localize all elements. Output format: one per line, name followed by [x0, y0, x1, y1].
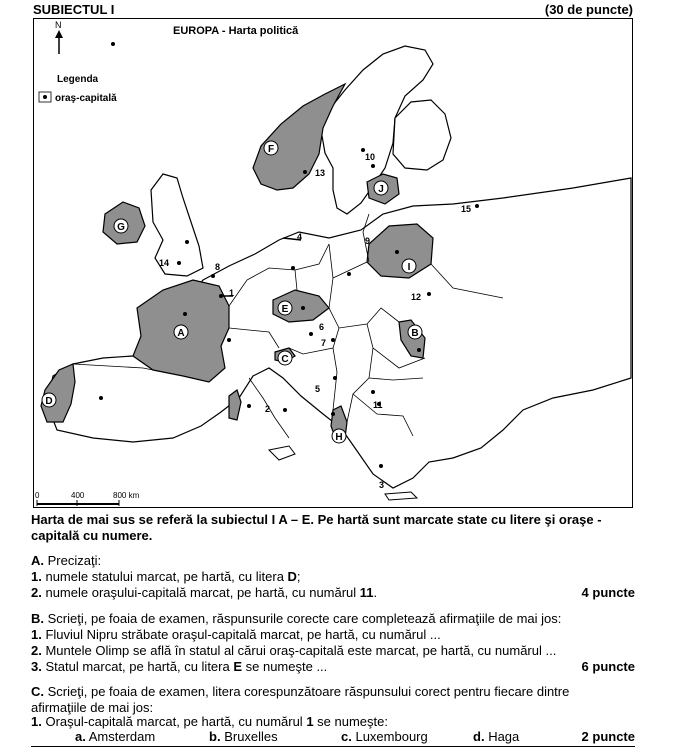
- item-bold: E: [233, 659, 243, 674]
- europe-map: [33, 18, 633, 508]
- label-f: F: [267, 144, 275, 155]
- section-a-instruction: Precizaţi:: [47, 553, 102, 568]
- section-a-item-1: [31, 569, 635, 585]
- item-text: Oraşul-capitală marcat, pe hartă, cu numărul: [45, 714, 307, 729]
- label-a: A: [177, 328, 185, 339]
- label-10: 10: [365, 152, 376, 162]
- label-g: G: [117, 222, 125, 233]
- legend-dot-icon: [43, 95, 47, 99]
- label-12: 12: [411, 292, 422, 302]
- map-svg: [33, 18, 633, 508]
- map-title: EUROPA - Harta politică: [173, 25, 299, 37]
- label-9: 9: [365, 236, 371, 246]
- item-text: Statul marcat, pe hartă, cu litera: [45, 659, 234, 674]
- label-c: C: [281, 354, 289, 365]
- label-2: 2: [265, 404, 271, 414]
- section-b-item-2: [31, 643, 635, 659]
- subject-points: (30 de puncte): [544, 2, 633, 17]
- item-bold: 1: [306, 714, 314, 729]
- option-text: Luxembourg: [355, 729, 428, 744]
- label-15: 15: [461, 204, 472, 214]
- intro-text: Harta de mai sus se referă la subiectul I A – E. Pe hartă sunt marcate state cu litere şi oraşe - capitală cu numere.: [31, 512, 602, 543]
- option-text: Bruxelles: [224, 729, 278, 744]
- label-4: 4: [297, 232, 303, 242]
- section-b-item-1: [31, 627, 635, 643]
- label-11: 11: [373, 400, 383, 410]
- section-c-options: [31, 729, 635, 745]
- item-text: Muntele Olimp se află în statul al cărui oraş-capitală este marcat, pe hartă, cu numărul ...: [45, 643, 557, 658]
- section-c-item-1: [31, 714, 635, 730]
- item-text: numele statului marcat, pe hartă, cu litera: [45, 569, 288, 584]
- option-letter: b.: [209, 729, 221, 744]
- item-tail: ;: [296, 569, 301, 584]
- section-c-heading: [31, 684, 635, 700]
- label-j: J: [378, 184, 384, 195]
- option-letter: a.: [75, 729, 86, 744]
- item-number: 1.: [31, 627, 42, 642]
- label-6: 6: [319, 322, 325, 332]
- label-b: B: [411, 328, 419, 339]
- label-1: 1: [229, 288, 235, 298]
- label-14: 14: [159, 258, 170, 268]
- label-e: E: [281, 304, 289, 315]
- header: [33, 2, 633, 19]
- legend-item: oraş-capitală: [55, 93, 117, 104]
- section-b-heading: [31, 611, 635, 627]
- option-a: [75, 729, 155, 745]
- section-a-item-2: [31, 585, 635, 601]
- item-tail: se numeşte ...: [242, 659, 328, 674]
- finland-outline: [393, 100, 451, 170]
- crete-outline: [385, 492, 417, 500]
- option-text: Haga: [488, 729, 520, 744]
- item-bold: D: [287, 569, 297, 584]
- item-number: 2.: [31, 643, 42, 658]
- label-13: 13: [315, 168, 326, 178]
- north-label: N: [55, 20, 62, 30]
- option-letter: c.: [341, 729, 352, 744]
- option-letter: d.: [473, 729, 485, 744]
- option-d: [473, 729, 519, 745]
- label-8: 8: [215, 262, 221, 272]
- section-b-item-3: [31, 659, 635, 675]
- scale-label-800: 800 km: [113, 491, 140, 500]
- label-3: 3: [379, 480, 385, 490]
- option-c: [341, 729, 428, 745]
- label-5: 5: [315, 384, 321, 394]
- section-b-instruction: Scrieţi, pe foaia de examen, răspunsurile corecte care completează afirmaţiile de mai jos:: [47, 611, 562, 626]
- section-a-label: A.: [31, 553, 44, 568]
- item-number: 2.: [31, 585, 42, 600]
- item-number: 1.: [31, 714, 42, 729]
- section-c-label: C.: [31, 684, 44, 699]
- item-text: numele oraşului-capitală marcat, pe hartă, cu numărul: [45, 585, 360, 600]
- section-c-instruction-1: Scrieţi, pe foaia de examen, litera corespunzătoare răspunsului corect pentru fiecare dintre: [47, 684, 570, 699]
- section-b-label: B.: [31, 611, 44, 626]
- section-b-points: 6 puncte: [581, 659, 635, 674]
- scale-label-0: 0: [35, 491, 40, 500]
- label-7: 7: [321, 338, 327, 348]
- item-tail: se numeşte:: [313, 714, 388, 729]
- option-b: [209, 729, 278, 745]
- label-d: D: [45, 396, 53, 407]
- item-bold: 11: [359, 585, 374, 600]
- label-h: H: [335, 432, 343, 443]
- section-a-points: 4 puncte: [581, 585, 635, 600]
- option-text: Amsterdam: [88, 729, 156, 744]
- subject-title: SUBIECTUL I: [33, 2, 115, 17]
- item-text: Fluviul Nipru străbate oraşul-capitală marcat, pe hartă, cu numărul ...: [45, 627, 441, 642]
- section-c-points: 2 puncte: [581, 729, 635, 744]
- item-number: 1.: [31, 569, 42, 584]
- section-a-heading: [31, 553, 635, 569]
- scale-label-400: 400: [71, 491, 85, 500]
- item-number: 3.: [31, 659, 42, 674]
- item-tail: .: [373, 585, 378, 600]
- label-i: I: [407, 262, 411, 273]
- bottom-rule: [31, 746, 635, 747]
- legend-title: Legenda: [57, 74, 99, 85]
- section-c-instruction-2: afirmaţiile de mai jos:: [31, 700, 154, 715]
